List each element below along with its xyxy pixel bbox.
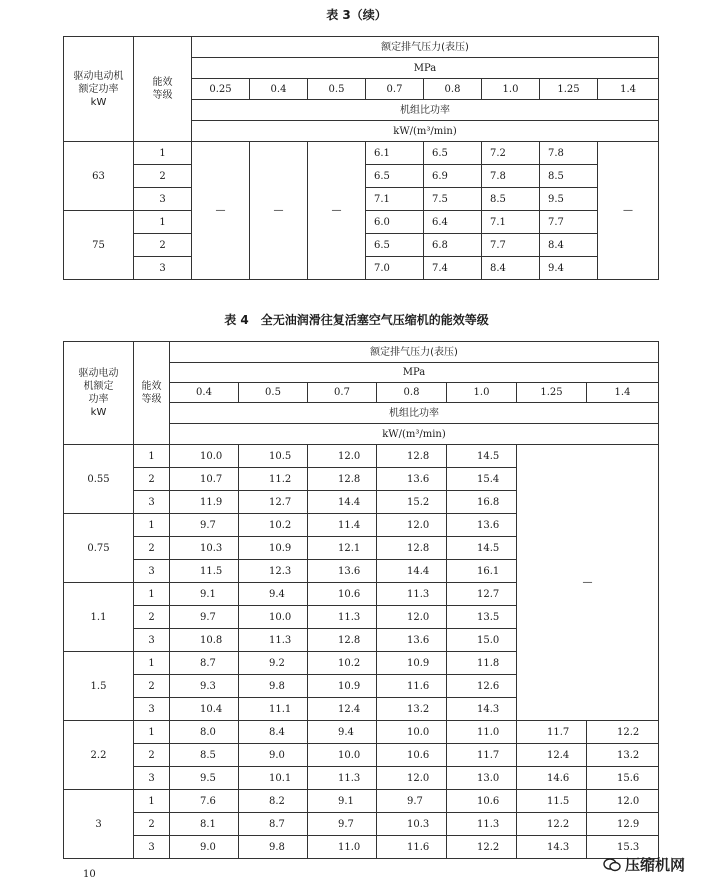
- grade-value: 1: [134, 790, 170, 813]
- grade-header: [134, 37, 192, 142]
- watermark: [603, 854, 685, 875]
- efficiency-value: 12.0: [587, 790, 659, 813]
- grade-value: 2: [134, 234, 192, 257]
- grade-value: 1: [134, 514, 170, 537]
- efficiency-value: 6.1: [366, 142, 424, 165]
- page-number: 10: [83, 869, 96, 880]
- efficiency-value: 10.1: [239, 767, 308, 790]
- efficiency-value: 10.9: [239, 537, 308, 560]
- efficiency-value: 10.4: [170, 698, 239, 721]
- efficiency-value: 10.2: [239, 514, 308, 537]
- efficiency-value: 11.2: [239, 468, 308, 491]
- efficiency-value: 11.3: [447, 813, 517, 836]
- efficiency-value: 11.8: [447, 652, 517, 675]
- header-line: 机额定: [83, 381, 114, 392]
- header-line: kW: [90, 96, 107, 108]
- motor-power-value: 2.2: [64, 721, 134, 790]
- dash-cell: —: [250, 142, 308, 280]
- efficiency-value: 9.1: [170, 583, 239, 606]
- efficiency-value: 11.3: [377, 583, 447, 606]
- efficiency-value: 11.7: [447, 744, 517, 767]
- pressure-header: 额定排气压力(表压): [170, 342, 659, 363]
- pressure-value: 1.0: [482, 79, 540, 100]
- efficiency-value: 9.7: [170, 606, 239, 629]
- efficiency-value: 12.2: [587, 721, 659, 744]
- grade-value: 2: [134, 813, 170, 836]
- grade-value: 1: [134, 445, 170, 468]
- efficiency-value: 8.4: [239, 721, 308, 744]
- power-header: 机组比功率: [192, 100, 659, 121]
- efficiency-value: 6.9: [424, 165, 482, 188]
- efficiency-value: 8.0: [170, 721, 239, 744]
- efficiency-value: 12.4: [308, 698, 377, 721]
- efficiency-value: 7.8: [540, 142, 598, 165]
- efficiency-value: 16.1: [447, 560, 517, 583]
- efficiency-value: 11.6: [377, 836, 447, 859]
- efficiency-value: 8.5: [482, 188, 540, 211]
- efficiency-value: 6.5: [366, 165, 424, 188]
- efficiency-value: 14.4: [308, 491, 377, 514]
- motor-power-value: 63: [64, 142, 134, 211]
- grade-value: 1: [134, 211, 192, 234]
- efficiency-value: 9.4: [308, 721, 377, 744]
- efficiency-value: 9.1: [308, 790, 377, 813]
- dash-cell: —: [598, 142, 659, 280]
- efficiency-value: 14.5: [447, 537, 517, 560]
- pressure-value: 0.4: [170, 383, 239, 403]
- efficiency-value: 12.9: [587, 813, 659, 836]
- grade-value: 3: [134, 188, 192, 211]
- efficiency-value: 11.6: [377, 675, 447, 698]
- dash-cell: —: [192, 142, 250, 280]
- motor-power-value: 0.75: [64, 514, 134, 583]
- grade-value: 2: [134, 606, 170, 629]
- efficiency-value: 13.0: [447, 767, 517, 790]
- grade-value: 3: [134, 491, 170, 514]
- pressure-value: 1.4: [587, 383, 659, 403]
- efficiency-value: 14.3: [517, 836, 587, 859]
- efficiency-value: 7.2: [482, 142, 540, 165]
- efficiency-value: 12.6: [447, 675, 517, 698]
- grade-header: [134, 342, 170, 445]
- grade-value: 1: [134, 583, 170, 606]
- efficiency-value: 12.7: [239, 491, 308, 514]
- efficiency-value: 13.5: [447, 606, 517, 629]
- efficiency-value: 10.0: [239, 606, 308, 629]
- header-line: 等级: [141, 394, 162, 405]
- efficiency-value: 8.7: [170, 652, 239, 675]
- efficiency-value: 10.0: [170, 445, 239, 468]
- grade-value: 2: [134, 468, 170, 491]
- motor-power-value: 1.1: [64, 583, 134, 652]
- power-unit: kW/(m³/min): [170, 424, 659, 445]
- grade-value: 3: [134, 698, 170, 721]
- wechat-icon: [603, 858, 621, 872]
- efficiency-value: 8.4: [540, 234, 598, 257]
- grade-value: 3: [134, 767, 170, 790]
- efficiency-value: 13.2: [587, 744, 659, 767]
- efficiency-value: 11.3: [308, 606, 377, 629]
- efficiency-value: 16.8: [447, 491, 517, 514]
- efficiency-value: 10.7: [170, 468, 239, 491]
- efficiency-value: 14.6: [517, 767, 587, 790]
- efficiency-value: 13.6: [377, 468, 447, 491]
- efficiency-value: 11.5: [517, 790, 587, 813]
- efficiency-value: 12.8: [308, 629, 377, 652]
- dash-cell: —: [517, 445, 659, 721]
- efficiency-value: 8.2: [239, 790, 308, 813]
- table4: [63, 341, 659, 859]
- motor-power-value: 0.55: [64, 445, 134, 514]
- motor-power-value: 75: [64, 211, 134, 280]
- efficiency-value: 15.0: [447, 629, 517, 652]
- efficiency-value: 10.2: [308, 652, 377, 675]
- efficiency-value: 14.4: [377, 560, 447, 583]
- pressure-value: 0.4: [250, 79, 308, 100]
- table3: [63, 36, 659, 280]
- efficiency-value: 13.6: [308, 560, 377, 583]
- pressure-unit: MPa: [170, 363, 659, 383]
- efficiency-value: 9.3: [170, 675, 239, 698]
- efficiency-value: 12.0: [377, 767, 447, 790]
- efficiency-value: 12.0: [377, 606, 447, 629]
- efficiency-value: 11.5: [170, 560, 239, 583]
- pressure-header: 额定排气压力(表压): [192, 37, 659, 58]
- header-line: 能效: [152, 77, 173, 88]
- header-line: 驱动电动: [78, 368, 119, 379]
- efficiency-value: 11.9: [170, 491, 239, 514]
- efficiency-value: 6.5: [366, 234, 424, 257]
- efficiency-value: 10.8: [170, 629, 239, 652]
- efficiency-value: 9.2: [239, 652, 308, 675]
- efficiency-value: 13.2: [377, 698, 447, 721]
- efficiency-value: 10.9: [308, 675, 377, 698]
- pressure-value: 1.25: [540, 79, 598, 100]
- efficiency-value: 10.3: [170, 537, 239, 560]
- efficiency-value: 9.7: [308, 813, 377, 836]
- efficiency-value: 10.0: [377, 721, 447, 744]
- efficiency-value: 10.0: [308, 744, 377, 767]
- efficiency-value: 9.5: [170, 767, 239, 790]
- grade-value: 2: [134, 165, 192, 188]
- efficiency-value: 10.5: [239, 445, 308, 468]
- motor-power-value: 3: [64, 790, 134, 859]
- efficiency-value: 6.8: [424, 234, 482, 257]
- grade-value: 3: [134, 560, 170, 583]
- efficiency-value: 11.0: [308, 836, 377, 859]
- pressure-value: 1.25: [517, 383, 587, 403]
- efficiency-value: 10.6: [447, 790, 517, 813]
- efficiency-value: 15.4: [447, 468, 517, 491]
- pressure-value: 1.0: [447, 383, 517, 403]
- header-line: 等级: [152, 90, 173, 101]
- efficiency-value: 8.1: [170, 813, 239, 836]
- pressure-value: 0.5: [308, 79, 366, 100]
- efficiency-value: 9.8: [239, 836, 308, 859]
- grade-value: 1: [134, 652, 170, 675]
- grade-value: 2: [134, 537, 170, 560]
- efficiency-value: 11.1: [239, 698, 308, 721]
- efficiency-value: 9.8: [239, 675, 308, 698]
- efficiency-value: 9.4: [239, 583, 308, 606]
- efficiency-value: 7.1: [366, 188, 424, 211]
- efficiency-value: 11.7: [517, 721, 587, 744]
- efficiency-value: 15.6: [587, 767, 659, 790]
- efficiency-value: 9.7: [377, 790, 447, 813]
- efficiency-value: 10.3: [377, 813, 447, 836]
- efficiency-value: 12.7: [447, 583, 517, 606]
- efficiency-value: 12.1: [308, 537, 377, 560]
- efficiency-value: 6.5: [424, 142, 482, 165]
- pressure-value: 0.7: [308, 383, 377, 403]
- efficiency-value: 8.4: [482, 257, 540, 280]
- efficiency-value: 9.0: [170, 836, 239, 859]
- efficiency-value: 9.7: [170, 514, 239, 537]
- motor-power-header: [64, 37, 134, 142]
- grade-value: 3: [134, 629, 170, 652]
- efficiency-value: 7.1: [482, 211, 540, 234]
- motor-power-header: [64, 342, 134, 445]
- table3-caption: 表 3（续）: [326, 8, 387, 22]
- efficiency-value: 9.4: [540, 257, 598, 280]
- efficiency-value: 8.5: [170, 744, 239, 767]
- efficiency-value: 14.5: [447, 445, 517, 468]
- grade-value: 3: [134, 836, 170, 859]
- efficiency-value: 7.0: [366, 257, 424, 280]
- header-line: kW: [90, 407, 107, 418]
- efficiency-value: 7.8: [482, 165, 540, 188]
- efficiency-value: 13.6: [447, 514, 517, 537]
- header-line: 驱动电动机: [73, 70, 124, 82]
- header-line: 功率: [88, 394, 109, 405]
- efficiency-value: 7.5: [424, 188, 482, 211]
- pressure-value: 0.5: [239, 383, 308, 403]
- efficiency-value: 7.7: [540, 211, 598, 234]
- efficiency-value: 11.3: [308, 767, 377, 790]
- dash-cell: —: [308, 142, 366, 280]
- efficiency-value: 9.5: [540, 188, 598, 211]
- efficiency-value: 12.0: [308, 445, 377, 468]
- header-line: 能效: [141, 381, 162, 392]
- power-unit: kW/(m³/min): [192, 121, 659, 142]
- efficiency-value: 11.0: [447, 721, 517, 744]
- efficiency-value: 12.4: [517, 744, 587, 767]
- pressure-value: 1.4: [598, 79, 659, 100]
- pressure-value: 0.7: [366, 79, 424, 100]
- efficiency-value: 6.4: [424, 211, 482, 234]
- efficiency-value: 12.0: [377, 514, 447, 537]
- efficiency-value: 9.0: [239, 744, 308, 767]
- pressure-value: 0.8: [377, 383, 447, 403]
- grade-value: 2: [134, 675, 170, 698]
- efficiency-value: 12.8: [377, 537, 447, 560]
- efficiency-value: 12.2: [447, 836, 517, 859]
- efficiency-value: 13.6: [377, 629, 447, 652]
- header-line: 额定功率: [78, 83, 119, 95]
- efficiency-value: 7.7: [482, 234, 540, 257]
- table4-caption: 表 4 全无油润滑往复活塞空气压缩机的能效等级: [224, 313, 489, 327]
- motor-power-value: 1.5: [64, 652, 134, 721]
- efficiency-value: 6.0: [366, 211, 424, 234]
- efficiency-value: 8.7: [239, 813, 308, 836]
- power-header: 机组比功率: [170, 403, 659, 424]
- efficiency-value: 10.6: [308, 583, 377, 606]
- efficiency-value: 10.6: [377, 744, 447, 767]
- efficiency-value: 11.3: [239, 629, 308, 652]
- efficiency-value: 12.8: [377, 445, 447, 468]
- efficiency-value: 7.4: [424, 257, 482, 280]
- pressure-unit: MPa: [192, 58, 659, 79]
- pressure-value: 0.25: [192, 79, 250, 100]
- efficiency-value: 11.4: [308, 514, 377, 537]
- watermark-text: 压缩机网: [624, 856, 685, 874]
- efficiency-value: 14.3: [447, 698, 517, 721]
- efficiency-value: 12.2: [517, 813, 587, 836]
- efficiency-value: 7.6: [170, 790, 239, 813]
- grade-value: 1: [134, 142, 192, 165]
- grade-value: 1: [134, 721, 170, 744]
- pressure-value: 0.8: [424, 79, 482, 100]
- efficiency-value: 12.8: [308, 468, 377, 491]
- efficiency-value: 15.3: [587, 836, 659, 859]
- grade-value: 3: [134, 257, 192, 280]
- efficiency-value: 8.5: [540, 165, 598, 188]
- efficiency-value: 10.9: [377, 652, 447, 675]
- efficiency-value: 12.3: [239, 560, 308, 583]
- efficiency-value: 15.2: [377, 491, 447, 514]
- grade-value: 2: [134, 744, 170, 767]
